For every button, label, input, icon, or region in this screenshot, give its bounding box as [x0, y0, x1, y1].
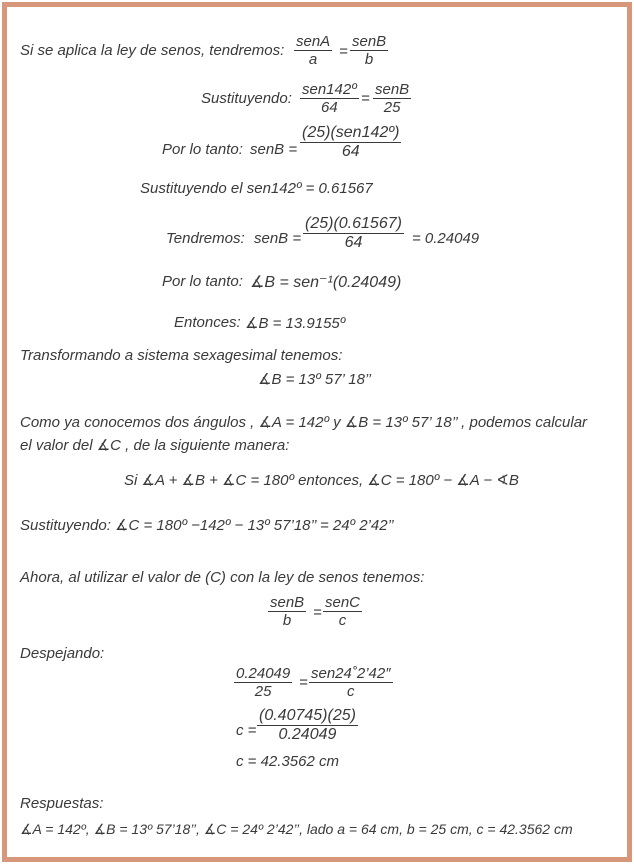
fraction-sen24-c: [309, 665, 393, 700]
equation-result: = 0.24049: [412, 230, 480, 247]
angle-sum-equation: Si ∡A + ∡B + ∡C = 180º entonces, ∡C = 180º − ∡A − ∢B: [124, 472, 519, 489]
intro-text: Si se aplica la ley de senos, tendremos:: [20, 42, 285, 59]
fraction-senC-c: [323, 594, 362, 629]
fraction-denominator: c: [323, 611, 362, 629]
fraction-numerator: senC: [325, 594, 361, 611]
fraction-25-sen142-over-64: [300, 124, 401, 161]
therefore-label: Por lo tanto:: [162, 141, 243, 158]
fraction-numerator: senB: [375, 81, 410, 98]
fraction-numerator: senB: [352, 33, 387, 50]
angle-C-substitution: Sustituyendo: ∡C = 180º −142º − 13º 57’18’’ = 24º 2’42’’: [20, 517, 394, 534]
fraction-denominator: 64: [303, 233, 404, 252]
fraction-numerator: senA: [296, 33, 331, 50]
angle-B-sexagesimal: ∡B = 13º 57’ 18’’: [258, 371, 372, 388]
sexagesimal-text: Transformando a sistema sexagesimal tenemos:: [20, 347, 343, 364]
fraction-040745-25-over-024049: [257, 707, 358, 744]
fraction-024049-25: [234, 665, 292, 700]
fraction-denominator: 0.24049: [257, 725, 358, 744]
fraction-25-061567-over-64: [303, 215, 404, 252]
fraction-numerator: (0.40745)(25): [259, 707, 356, 724]
fraction-numerator: (25)(0.61567): [305, 215, 402, 232]
paragraph-known-angles: Como ya conocemos dos ángulos , ∡A = 142º y ∡B = 13º 57’ 18’’ , podemos calcular: [20, 414, 588, 431]
equals-sign: =: [313, 604, 322, 621]
equation-lhs: senB =: [254, 230, 302, 247]
answers-summary: ∡A = 142º, ∡B = 13º 57’18’’, ∡C = 24º 2’42’’, lado a = 64 cm, b = 25 cm, c = 42.3562 cm: [20, 821, 573, 837]
fraction-numerator: senB: [270, 594, 305, 611]
despejando-label: Despejando:: [20, 645, 105, 662]
fraction-senB-25: [373, 81, 411, 116]
fraction-sen142-64: [300, 81, 359, 116]
substitution-label: Sustituyendo:: [201, 90, 292, 107]
fraction-denominator: 64: [300, 142, 401, 161]
fraction-numerator: (25)(sen142º): [302, 124, 400, 141]
fraction-numerator: 0.24049: [236, 665, 291, 682]
equals-sign: =: [299, 674, 308, 691]
law-of-sines-text: Ahora, al utilizar el valor de (C) con la ley de senos tenemos:: [20, 569, 425, 586]
tendremos-label: Tendremos:: [166, 230, 245, 247]
equals-sign: =: [339, 43, 348, 60]
fraction-senA-a: [294, 33, 332, 68]
fraction-denominator: 25: [234, 682, 292, 700]
side-c-result: c = 42.3562 cm: [236, 753, 339, 770]
fraction-numerator: sen24˚2’42″: [311, 665, 391, 682]
fraction-denominator: c: [309, 682, 393, 700]
arcsine-expression: ∡B = sen⁻¹(0.24049): [250, 274, 402, 291]
fraction-denominator: 25: [373, 98, 411, 116]
therefore-label: Por lo tanto:: [162, 273, 243, 290]
equation-lhs: c =: [236, 722, 257, 739]
fraction-denominator: a: [294, 50, 332, 68]
equation-lhs: senB =: [250, 141, 298, 158]
fraction-denominator: b: [350, 50, 388, 68]
equals-sign: =: [361, 90, 370, 107]
fraction-denominator: 64: [300, 98, 359, 116]
paragraph-angle-C: el valor del ∡C , de la siguiente manera:: [20, 437, 290, 454]
fraction-senB-b: [350, 33, 388, 68]
fraction-senB-b: [268, 594, 306, 629]
answers-heading: Respuestas:: [20, 795, 104, 812]
entonces-label: Entonces:: [174, 314, 241, 331]
fraction-numerator: sen142º: [302, 81, 357, 98]
fraction-denominator: b: [268, 611, 306, 629]
substitution-sen142: Sustituyendo el sen142º = 0.61567: [140, 180, 373, 197]
angle-B-decimal: ∡B = 13.9155º: [245, 315, 346, 332]
